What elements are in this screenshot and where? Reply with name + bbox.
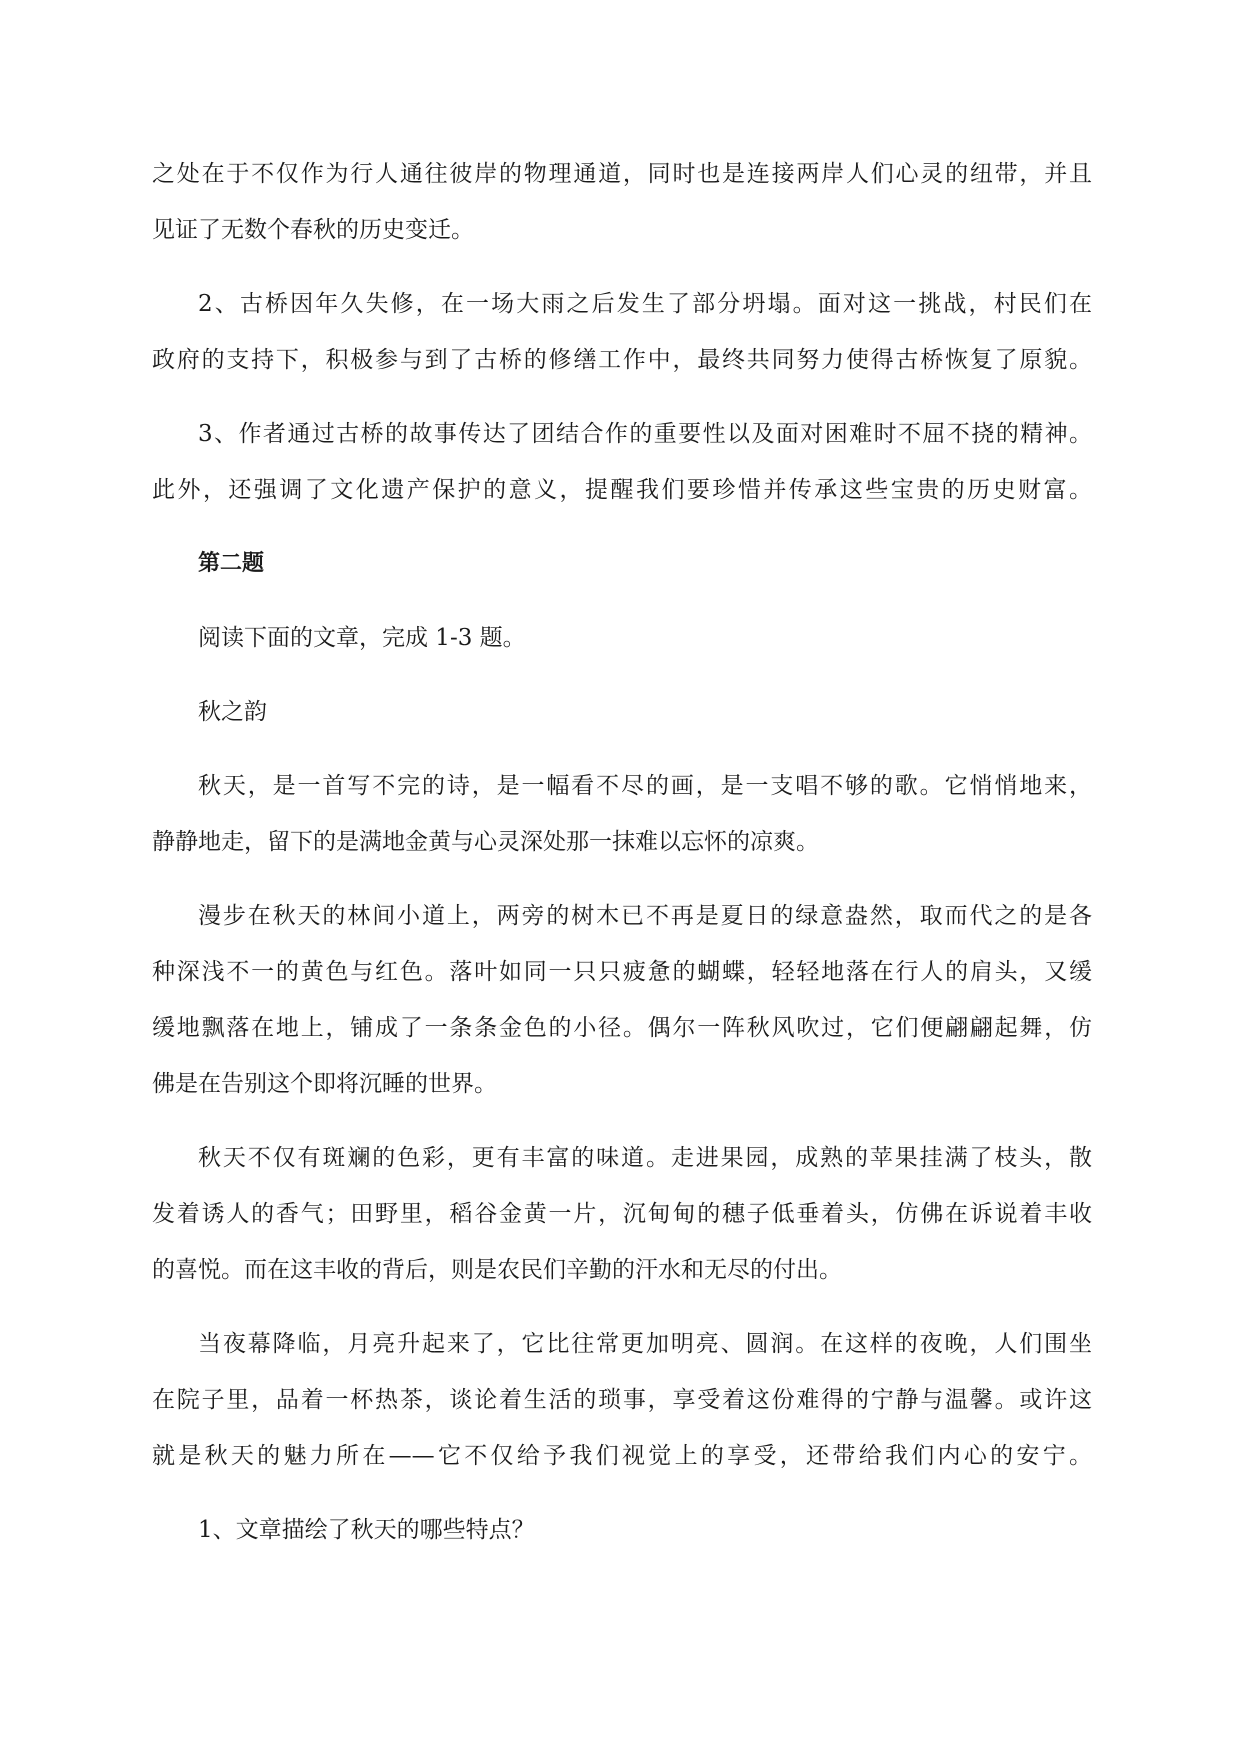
article-paragraph-2 <box>152 888 1092 1112</box>
answer-2 <box>152 276 1092 388</box>
text-line: 2、古桥因年久失修，在一场大雨之后发生了部分坍塌。面对这一挑战，村民们在 <box>198 291 1092 317</box>
article-title: 秋之韵 <box>198 699 267 725</box>
answer-continuation <box>152 146 1092 258</box>
article-paragraph-1 <box>152 758 1092 870</box>
text-line: 在院子里，品着一杯热茶，谈论着生活的琐事，享受着这份难得的宁静与温馨。或许这 <box>152 1387 1092 1413</box>
text-line: 秋天，是一首写不完的诗，是一幅看不尽的画，是一支唱不够的歌。它悄悄地来， <box>198 773 1092 799</box>
text-line: 此外，还强调了文化遗产保护的意义，提醒我们要珍惜并传承这些宝贵的历史财富。 <box>152 477 1092 503</box>
document-body <box>152 146 1092 1576</box>
question-1: 1、文章描绘了秋天的哪些特点？ <box>198 1517 535 1543</box>
text-line: 漫步在秋天的林间小道上，两旁的树木已不再是夏日的绿意盎然，取而代之的是各 <box>198 903 1092 929</box>
text-line: 当夜幕降临，月亮升起来了，它比往常更加明亮、圆润。在这样的夜晚，人们围坐 <box>198 1331 1092 1357</box>
article-paragraph-3 <box>152 1130 1092 1298</box>
text-line: 发着诱人的香气；田野里，稻谷金黄一片，沉甸甸的穗子低垂着头，仿佛在诉说着丰收 <box>152 1201 1092 1227</box>
text-line: 就是秋天的魅力所在——它不仅给予我们视觉上的享受，还带给我们内心的安宁。 <box>152 1443 1092 1469</box>
text-line: 见证了无数个春秋的历史变迁。 <box>152 217 474 243</box>
text-line: 秋天不仅有斑斓的色彩，更有丰富的味道。走进果园，成熟的苹果挂满了枝头，散 <box>198 1145 1092 1171</box>
text-line: 之处在于不仅作为行人通往彼岸的物理通道，同时也是连接两岸人们心灵的纽带，并且 <box>152 161 1092 187</box>
article-paragraph-4 <box>152 1316 1092 1484</box>
instruction-text: 阅读下面的文章，完成 1-3 题。 <box>198 625 526 651</box>
text-line: 的喜悦。而在这丰收的背后，则是农民们辛勤的汗水和无尽的付出。 <box>152 1257 842 1283</box>
section-heading: 第二题 <box>198 551 265 576</box>
text-line: 缓地飘落在地上，铺成了一条条金色的小径。偶尔一阵秋风吹过，它们便翩翩起舞，仿 <box>152 1015 1092 1041</box>
text-line: 种深浅不一的黄色与红色。落叶如同一只只疲惫的蝴蝶，轻轻地落在行人的肩头，又缓 <box>152 959 1092 985</box>
answer-3 <box>152 406 1092 518</box>
text-line: 3、作者通过古桥的故事传达了团结合作的重要性以及面对困难时不屈不挠的精神。 <box>198 421 1092 447</box>
text-line: 佛是在告别这个即将沉睡的世界。 <box>152 1071 497 1097</box>
text-line: 静静地走，留下的是满地金黄与心灵深处那一抹难以忘怀的凉爽。 <box>152 829 819 855</box>
text-line: 政府的支持下，积极参与到了古桥的修缮工作中，最终共同努力使得古桥恢复了原貌。 <box>152 347 1092 373</box>
